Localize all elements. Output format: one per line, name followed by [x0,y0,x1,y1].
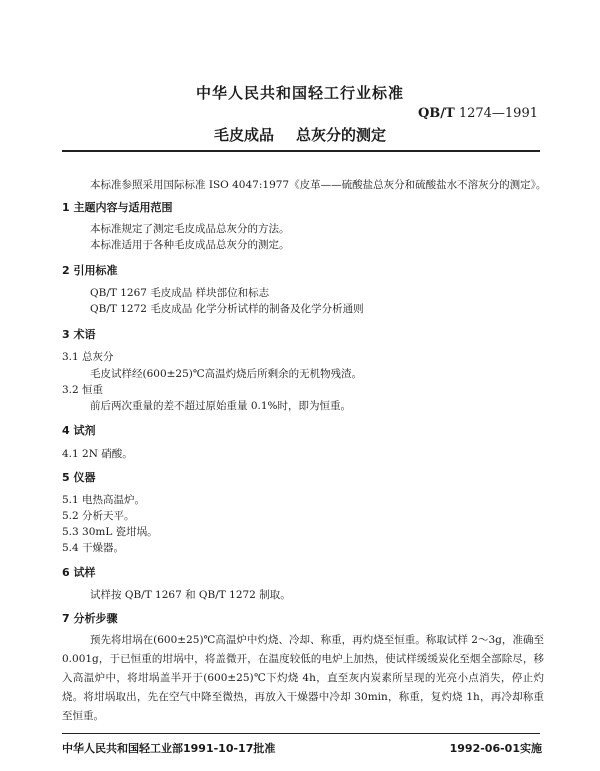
term-1-definition: 毛皮试样经(600±25)℃高温灼烧后所剩余的无机物残渣。 [90,368,363,380]
reagent-1: 4.1 2N 硝酸。 [62,448,133,460]
apparatus-4: 5.4 干燥器。 [62,542,125,554]
section-7-heading: 7 分析步骤 [62,612,118,625]
section-1-line-1: 本标准规定了测定毛皮成品总灰分的方法。 [90,223,290,235]
section-2-heading: 2 引用标准 [62,264,118,277]
standard-code: 1274—1991 [458,106,538,121]
apparatus-2: 5.2 分析天平。 [62,510,135,522]
standard-prefix: QB/T [417,106,455,121]
section-5-heading: 5 仪器 [62,471,96,484]
section-6-heading: 6 试样 [62,566,96,579]
procedure-paragraph: 预先将坩埚在(600±25)℃高温炉中灼烧、冷却、称重，再灼烧至恒重。称取试样 2～3g，准确至0.001g，于已恒重的坩埚中，将盖微开，在温度较低的电炉上加热，使试样缓缓炭化至烟全部除尽，移入高温炉中，将坩埚盖半开于(600±25)℃下灼烧 4h，直至灰内炭素所呈现的光亮小点消失，停止灼烧。将坩埚取出，先在空气中降至微热，再放入干燥器中冷却 30min，称重，复灼烧 1h，再冷却称重至恒重。 [62,634,544,722]
footer-divider [62,733,540,734]
intro-text: 本标准参照采用国际标准 ISO 4047:1977《皮革——硫酸盐总灰分和硫酸盐水不溶灰分的测定》。 [90,179,547,191]
term-2-definition: 前后两次重量的差不超过原始重量 0.1%时，即为恒重。 [90,400,352,412]
document-title [0,124,600,145]
title-part-1: 毛皮成品 [213,126,274,144]
header-divider [62,150,540,152]
sample-text: 试样按 QB/T 1267 和 QB/T 1272 制取。 [90,589,291,601]
section-1-line-2: 本标准适用于各种毛皮成品总灰分的测定。 [90,239,290,251]
reference-1: QB/T 1267 毛皮成品 样块部位和标志 [90,287,270,299]
issuing-organization: 中华人民共和国轻工行业标准 [195,84,404,102]
implementation-date: 1992-06-01实施 [449,742,542,755]
apparatus-1: 5.1 电热高温炉。 [62,494,146,506]
term-1-title: 3.1 总灰分 [62,351,114,363]
section-1-heading: 1 主题内容与适用范围 [62,201,173,214]
approval-note: 中华人民共和国轻工业部1991-10-17批准 [62,742,276,755]
standard-number [418,106,538,121]
section-4-heading: 4 试剂 [62,424,96,437]
term-2-title: 3.2 恒重 [62,384,104,396]
reference-2: QB/T 1272 毛皮成品 化学分析试样的制备及化学分析通则 [90,303,364,315]
title-part-2: 总灰分的测定 [296,126,387,144]
section-3-heading: 3 术语 [62,328,96,341]
apparatus-3: 5.3 30mL 瓷坩埚。 [62,526,158,538]
